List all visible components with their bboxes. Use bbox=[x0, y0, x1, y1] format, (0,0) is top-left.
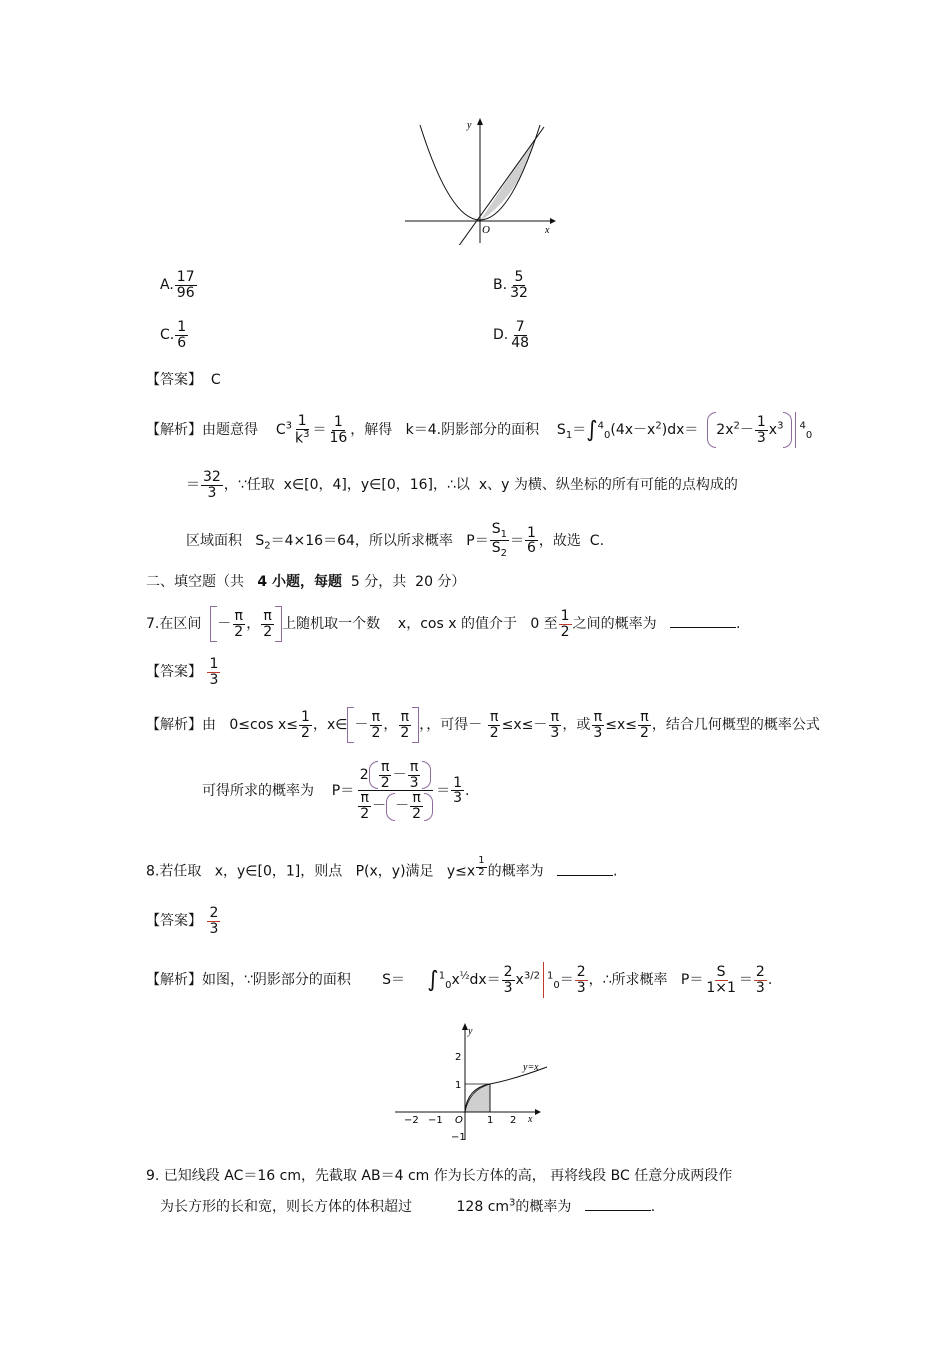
option-a[interactable] bbox=[160, 270, 198, 300]
combination-expr: $C^3$ $\frac{1}{k^3}$ ＝ $\frac{1}{16}$ bbox=[275, 412, 348, 447]
tick-y: 1 bbox=[455, 1080, 462, 1091]
option-c[interactable] bbox=[160, 320, 189, 350]
fraction: $\frac{7}{48}$ bbox=[511, 319, 530, 351]
q9-line1: 9. 已知线段 AC＝16 cm，先截取 AB＝4 cm 作为长方体的高， 再将线段 BC 任意分成两段作 bbox=[146, 1168, 733, 1184]
q7-analysis-line2: 可得所求的概率为 P＝ 2 $\frac{\pi}{2}$ － $\frac{\pi}{3}$ $\frac{\pi}{2}$ － － $\frac{\pi}{2}$ ＝ $\frac{1}{3}$ . bbox=[202, 759, 470, 823]
q8-analysis: 【解析】如图，∵阴影部分的面积 S＝ $\int^1_0x^{\frac{1}{2}}dx=$ $\frac{2}{3}$ $x^{3/2}$ $^1_0$＝ $\frac{2}{3}$ ，∴所求概率 P＝ $\frac{S}{1\times 1}$ ＝ $\frac{2}{3}$ . bbox=[146, 962, 772, 998]
answer-value: C bbox=[210, 372, 221, 388]
option-letter: B. bbox=[493, 277, 508, 294]
fraction: $\frac{1}{6}$ bbox=[177, 319, 187, 351]
option-letter: C. bbox=[160, 327, 175, 344]
tick-x: 1 bbox=[487, 1115, 494, 1126]
figure-sqrt-curve bbox=[395, 1022, 555, 1150]
q6-analysis-line1: 【解析】由题意得 $C^3$ $\frac{1}{k^3}$ ＝ $\frac{1}{16}$ ，解得 k＝4.阴影部分的面积 $S_1=\int^4_0(4x-x^2)dx= 2x^2-$ $\frac{1}{3}$ $x^3$ $^4_0$ bbox=[146, 412, 813, 447]
q6-analysis-line2: ＝ $\frac{32}{3}$ ，∵任取 x∈[0，4]，y∈[0，16]，∴以 x、y 为横、纵坐标的所有可能的点构成的 bbox=[186, 469, 738, 501]
option-letter: A. bbox=[160, 277, 174, 294]
answer-blank[interactable] bbox=[670, 626, 736, 628]
tick-x: 2 bbox=[510, 1115, 517, 1126]
fraction: $\frac{17}{96}$ bbox=[176, 269, 195, 301]
option-b[interactable] bbox=[493, 270, 531, 300]
q7-analysis-line1: 【解析】由 0≤cos x≤ $\frac{1}{2}$ ，x∈ － $\frac{\pi}{2}$ ， $\frac{\pi}{2}$ ，，可得－ $\frac{\pi}{2}$ ≤x≤－ $\frac{\pi}{3}$ ，或 $\frac{\pi}{3}$ ≤x≤ $\frac{\pi}{2}$ ，结合几何概型的概率公式 bbox=[146, 707, 820, 743]
q6-answer: 【答案】 C bbox=[146, 372, 221, 388]
figure-parabola-line bbox=[400, 115, 560, 245]
y-axis-label: y bbox=[468, 1026, 473, 1037]
tick-x: −1 bbox=[428, 1115, 443, 1126]
answer-blank[interactable] bbox=[585, 1209, 651, 1211]
q7-answer: 【答案】 $\frac{1}{3}$ bbox=[146, 656, 219, 688]
x-axis-label: x bbox=[528, 1114, 533, 1125]
curve-label: y=x bbox=[523, 1062, 539, 1073]
integral-expr: $S_1=\int^4_0(4x-x^2)$ bbox=[556, 417, 668, 443]
q8-question: 8.若任取 x，y∈[0，1]，则点 P(x，y)满足 y≤x $^{\frac{1}{2}}$ 的概率为 . bbox=[146, 855, 618, 880]
option-d[interactable] bbox=[493, 320, 532, 350]
tick-y: 2 bbox=[455, 1052, 462, 1063]
y-axis-label: y bbox=[467, 120, 472, 131]
q9-line2: 为长方形的长和宽，则长方体的体积超过 128 $cm^3$的概率为 . bbox=[160, 1197, 656, 1215]
tick-y: −1 bbox=[451, 1132, 466, 1143]
tangent-line bbox=[458, 127, 544, 245]
origin-label: O bbox=[482, 224, 490, 236]
section-heading: 二、填空题（共 4 小题，每题 5 分，共 20 分） bbox=[146, 574, 466, 590]
q6-analysis-line3: 区域面积 $S_2=4\times 16=64$，所以所求概率 P＝ $\frac{S_1}{S_2}$ ＝ $\frac{1}{6}$ ，故选 C. bbox=[186, 521, 605, 560]
tick-x: O bbox=[455, 1115, 463, 1126]
q8-answer: 【答案】 $\frac{2}{3}$ bbox=[146, 905, 219, 937]
answer-blank[interactable] bbox=[557, 874, 613, 876]
fraction: $\frac{5}{32}$ bbox=[510, 269, 528, 301]
tick-x: −2 bbox=[404, 1115, 419, 1126]
x-axis-label: x bbox=[545, 225, 550, 236]
option-letter: D. bbox=[493, 327, 509, 344]
q7-question: 7.在区间 － $\frac{\pi}{2}$ ， $\frac{\pi}{2}$ 上随机取一个数 x，cos x 的值介于 0 至 $\frac{1}{2}$ 之间的概率为 . bbox=[146, 606, 740, 642]
